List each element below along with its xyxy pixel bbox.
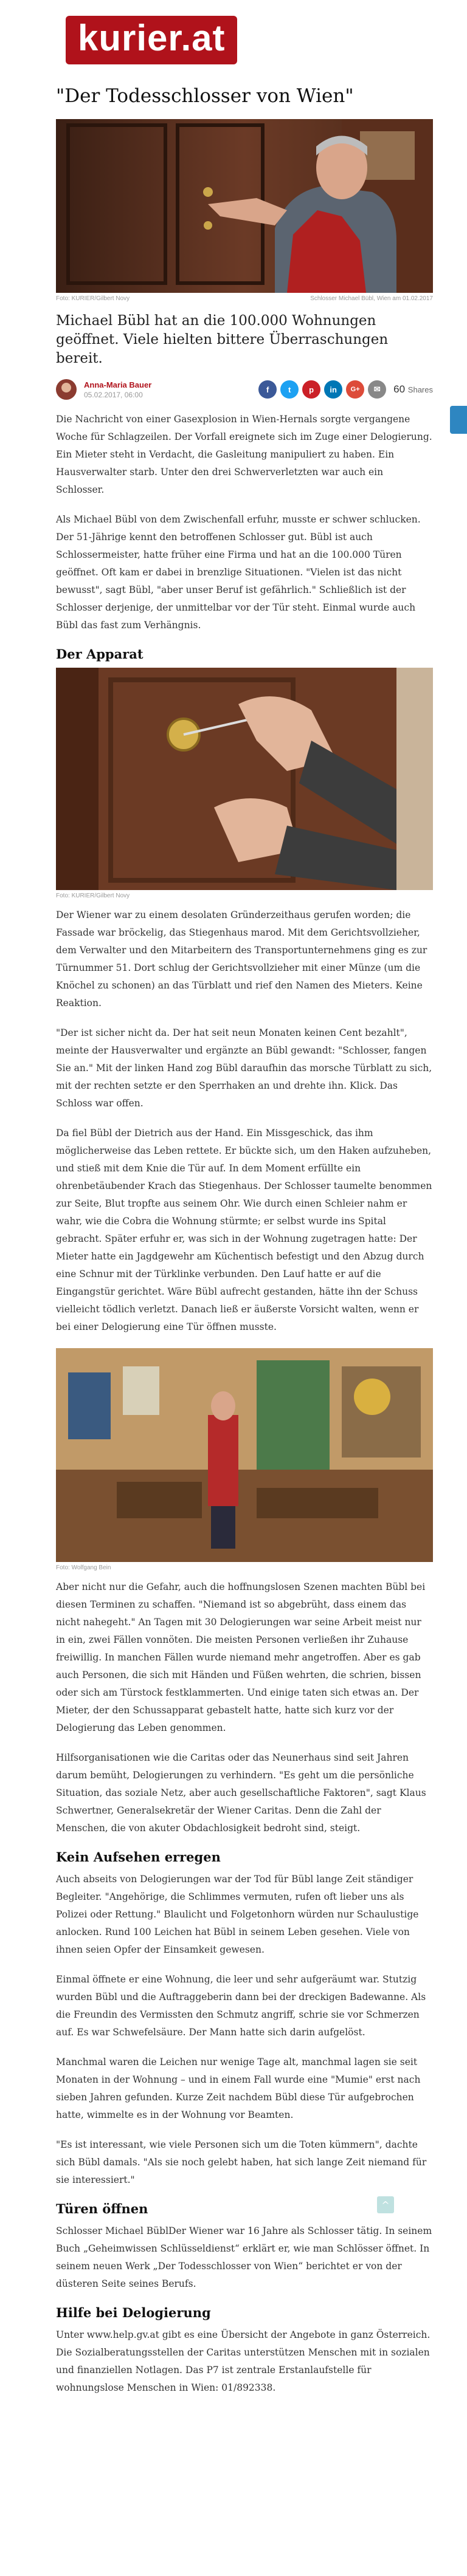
side-share-tab[interactable]	[450, 406, 467, 434]
pinterest-share-icon[interactable]: p	[302, 380, 320, 399]
article-content	[56, 85, 433, 2397]
author-avatar	[56, 379, 77, 400]
paragraph: Die Nachricht von einer Gasexplosion in Wien-Hernals sorgte vergangene Woche für Schlagzeilen. Der Vorfall ereignete sich im Zuge einer Delogierung. Ein Mieter steht in Verdacht, die Gasleitung manipuliert zu haben. Ein Hausverwalter starb. Unter den drei Schwerverletzten war auch ein Schlosser.	[56, 414, 432, 495]
linkedin-share-icon[interactable]: in	[324, 380, 342, 399]
paragraph: Einmal öffnete er eine Wohnung, die leer und sehr aufgeräumt war. Stutzig wurden Bübl und die Auftraggeberin dann bei der dreckigen Badewanne. Als die Freundin des Vermissten den Schmutz angriff, schrie sie vor Schmerzen auf. Es war Schwefelsäure. Der Mann hatte sich darin aufgelöst.	[56, 1974, 426, 2038]
workshop-scene-photo	[56, 1348, 433, 1562]
hero-photo	[56, 119, 433, 293]
paragraph: Aber nicht nur die Gefahr, auch die hoffnungslosen Szenen machten Bübl bei diesen Terminen zu schaffen. "Niemand ist so abgebrüht, dass einem das nicht nahegeht." An Tagen mit 30 Delogierungen war seine Arbeit meist nur in ein, zwei Fällen vonnöten. Die meisten Personen verließen ihr Zuhause freiwillig. In manchen Fällen wurde niemand mehr angetroffen. Aber es gab auch Personen, die sich mit Händen und Füßen wehrten, die schrien, bissen oder sich am Türstock festklammerten. Und einige taten sich etwas an. Der Mieter, der den Schussapparat gebastelt hatte, hatte sich kurz vor der Delogierung das Leben genommen.	[56, 1581, 426, 1733]
subheading-kein-aufsehen: Kein Aufsehen erregen	[56, 1849, 221, 1865]
paragraph: Da fiel Bübl der Dietrich aus der Hand. Ein Missgeschick, das ihm möglicherweise das Leben rettete. Er bückte sich, um den Haken aufzuheben, und stieß mit dem Knie die Tür auf. In dem Moment erfüllte ein ohrenbetäubender Krach das Stiegenhaus. Der Schlosser taumelte benommen zur Seite, Blut tropfte aus seinem Ohr. Wie durch einen Schleier nahm er wahr, wie die Cobra die Wohnung stürmte; er selbst wurde ins Spital gebracht. Später erfuhr er, was sich in der Wohnung zugetragen hatte: Der Mieter hatte ein Jagdgewehr am Küchentisch befestigt und den Abzug durch eine Schnur mit der Türklinke verbunden. Den Lauf hatte er auf die Eingangstür gerichtet. Wäre Bübl aufrecht gestanden, hätte ihn der Schuss vielleicht tödlich verletzt. Danach ließ er äußerste Vorsicht walten, wenn er bei einer Delogierung eine Tür öffnen musste.	[56, 1128, 432, 1332]
subheading-apparat: Der Apparat	[56, 646, 144, 662]
paragraph: Hilfsorganisationen wie die Caritas oder das Neunerhaus sind seit Jahren darum bemüht, Delogierungen zu verhindern. "Es geht um die persönliche Situation, das soziale Netz, aber auch gesellschaftliche Faktoren", sagt Klaus Schwertner, Generalsekretär der Wiener Caritas. Denn die Zahl der Menschen, die von akuter Obdachlosigkeit bedroht sind, steigt.	[56, 1752, 426, 1834]
hero-caption-text: Schlosser Michael Bübl, Wien am 01.02.2017	[310, 295, 433, 302]
subheading-hilfe: Hilfe bei Delogierung	[56, 2305, 211, 2320]
back-to-top-icon[interactable]: ^	[377, 2196, 394, 2213]
article-lead: Michael Bübl hat an die 100.000 Wohnungen geöffnet. Viele hielten bittere Überraschungen bereit.	[56, 313, 389, 366]
googleplus-share-icon[interactable]: G+	[346, 380, 364, 399]
byline	[56, 379, 433, 400]
locksmith-door-photo	[56, 119, 433, 293]
site-header	[0, 0, 467, 80]
author-name[interactable]: Anna-Maria Bauer	[84, 380, 152, 389]
hero-caption	[56, 293, 433, 308]
subheading-tueren-oeffnen: Türen öffnen	[56, 2201, 148, 2216]
paragraph: Schlosser Michael BüblDer Wiener war 16 Jahre als Schlosser tätig. In seinem Buch „Geheimwissen Schlüsseldienst“ erklärt er, wie man Schlösser öffnet. In seinem neuen Werk „Der Todesschlosser von Wien“ berichtet er von der düsteren Seite seines Berufs.	[56, 2225, 432, 2289]
workshop-photo-caption: Foto: Wolfgang Bein	[56, 1564, 111, 1571]
lockpick-photo-caption: Foto: KURIER/Gilbert Novy	[56, 892, 130, 899]
mail-share-icon[interactable]: ✉	[368, 380, 386, 399]
paragraph: Der Wiener war zu einem desolaten Gründerzeithaus gerufen worden; die Fassade war bröckelig, das Stiegenhaus marod. Mit dem Gerichtsvollzieher, dem Verwalter und den Mitarbeitern des Transportunternehmens ging es zur Türnummer 51. Dort schlug der Gerichtsvollzieher mit einer Münze (um die Knöchel zu schonen) an das Türblatt und rief den Namen des Mieters. Keine Reaktion.	[56, 909, 427, 1009]
share-count: 60 Shares	[393, 383, 433, 395]
paragraph: Unter www.help.gv.at gibt es eine Übersicht der Angebote in ganz Österreich. Die Sozialberatungsstellen der Caritas unterstützen Menschen mit in sozialen und finanziellen Notlagen. Das P7 ist zentrale Erstanlaufstelle für wohnungslose Menschen in Wien: 01/892338.	[56, 2329, 431, 2393]
author-block	[56, 379, 151, 400]
share-bar	[258, 380, 433, 399]
twitter-share-icon[interactable]: t	[280, 380, 299, 399]
workshop-photo	[56, 1348, 433, 1562]
hero-caption-credit: Foto: KURIER/Gilbert Novy	[56, 295, 130, 302]
article-title: "Der Todesschlosser von Wien"	[56, 85, 354, 107]
paragraph: Manchmal waren die Leichen nur wenige Tage alt, manchmal lagen sie seit Monaten in der Wohnung – und in einem Fall wurde eine "Mumie" erst nach sieben Jahren gefunden. Kurze Zeit nachdem Bübl diese Tür aufgebrochen hatte, wimmelte es in der Wohnung vor Beamten.	[56, 2057, 421, 2120]
paragraph: Als Michael Bübl von dem Zwischenfall erfuhr, musste er schwer schlucken. Der 51-Jährige kennt den betroffenen Schlosser gut. Bübl ist auch Schlossermeister, hatte früher eine Firma und hat an die 100.000 Türen geöffnet. Oft kam er dabei in brenzlige Situationen. "Vielen ist das nicht bewusst", sagt Bübl, "aber unser Beruf ist gefährlich." Schließlich ist der Schlosser derjenige, der unmittelbar vor der Tür steht. Einmal wurde auch Bübl das fast zum Verhängnis.	[56, 514, 421, 631]
publish-date: 05.02.2017, 06:00	[84, 390, 143, 399]
paragraph: Auch abseits von Delogierungen war der Tod für Bübl lange Zeit ständiger Begleiter. "Angehörige, die Schlimmes vermuten, rufen oft lieber uns als Polizei oder Rettung." Blaulicht und Folgetonhorn würden nur Schaulustige anlocken. Rund 100 Leichen hat Bübl in seinem Leben gesehen. Viele von ihnen seien Opfer der Einsamkeit gewesen.	[56, 1874, 419, 1955]
paragraph: "Der ist sicher nicht da. Der hat seit neun Monaten keinen Cent bezahlt", meinte der Hausverwalter und ergänzte an Bübl gewandt: "Schlosser, fangen Sie an." Mit der linken Hand zog Bübl daraufhin das morsche Türblatt zu sich, mit der rechten setzte er den Sperrhaken an und drehte ihn. Klick. Das Schloss war offen.	[56, 1027, 432, 1109]
kurier-logo[interactable]: kurier.at	[66, 16, 237, 64]
paragraph: "Es ist interessant, wie viele Personen sich um die Toten kümmern", dachte sich Bübl damals. "Als sie noch gelebt haben, hat sich lange Zeit niemand für sie interessiert."	[56, 2139, 427, 2185]
lockpick-photo	[56, 668, 433, 890]
facebook-share-icon[interactable]: f	[258, 380, 277, 399]
lockpick-hands-photo	[56, 668, 433, 890]
